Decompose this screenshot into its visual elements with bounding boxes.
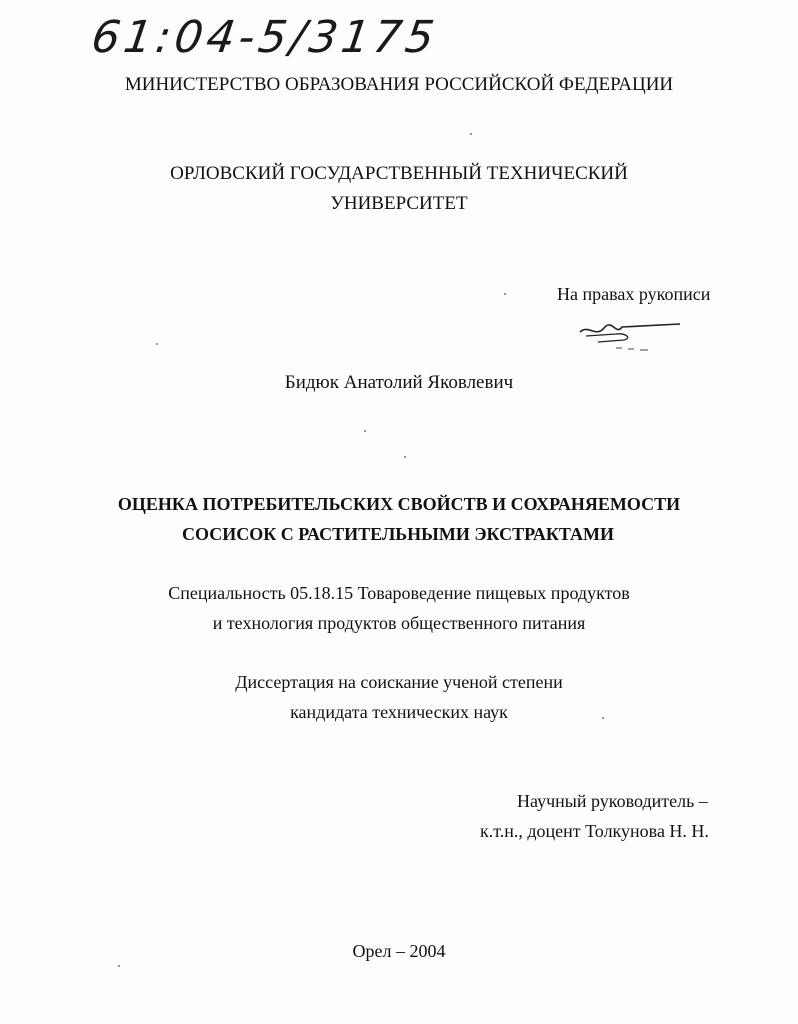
scan-speck	[364, 430, 366, 432]
ministry-heading: МИНИСТЕРСТВО ОБРАЗОВАНИЯ РОССИЙСКОЙ ФЕДЕРАЦИИ	[124, 74, 674, 95]
supervisor-name: к.т.н., доцент Толкунова Н. Н.	[480, 821, 709, 841]
university-line-1: ОРЛОВСКИЙ ГОСУДАРСТВЕННЫЙ ТЕХНИЧЕСКИЙ	[170, 163, 628, 184]
dissertation-line-2: кандидата технических наук	[290, 702, 508, 722]
scan-speck	[504, 293, 506, 295]
author-name: Бидюк Анатолий Яковлевич	[284, 372, 514, 393]
signature-icon	[576, 318, 686, 358]
scan-speck	[602, 717, 604, 719]
university-line-2: УНИВЕРСИТЕТ	[330, 193, 468, 214]
scan-speck	[470, 133, 472, 135]
specialty-line-2: и технология продуктов общественного питания	[212, 613, 586, 633]
dissertation-line-1: Диссертация на соискание ученой степени	[235, 672, 563, 692]
title-line-1: ОЦЕНКА ПОТРЕБИТЕЛЬСКИХ СВОЙСТВ И СОХРАНЯЕМОСТИ	[117, 494, 681, 514]
scan-speck	[118, 965, 120, 967]
scan-speck	[404, 456, 406, 458]
archive-code-handwritten: 61:04-5/3175	[88, 12, 442, 63]
scan-speck	[156, 343, 158, 345]
supervisor-label: Научный руководитель –	[517, 791, 708, 811]
specialty-line-1: Специальность 05.18.15 Товароведение пищевых продуктов	[168, 583, 630, 603]
place-year: Орел – 2004	[352, 941, 446, 961]
manuscript-note: На правах рукописи	[557, 284, 711, 304]
title-line-2: СОСИСОК С РАСТИТЕЛЬНЫМИ ЭКСТРАКТАМИ	[182, 524, 614, 544]
